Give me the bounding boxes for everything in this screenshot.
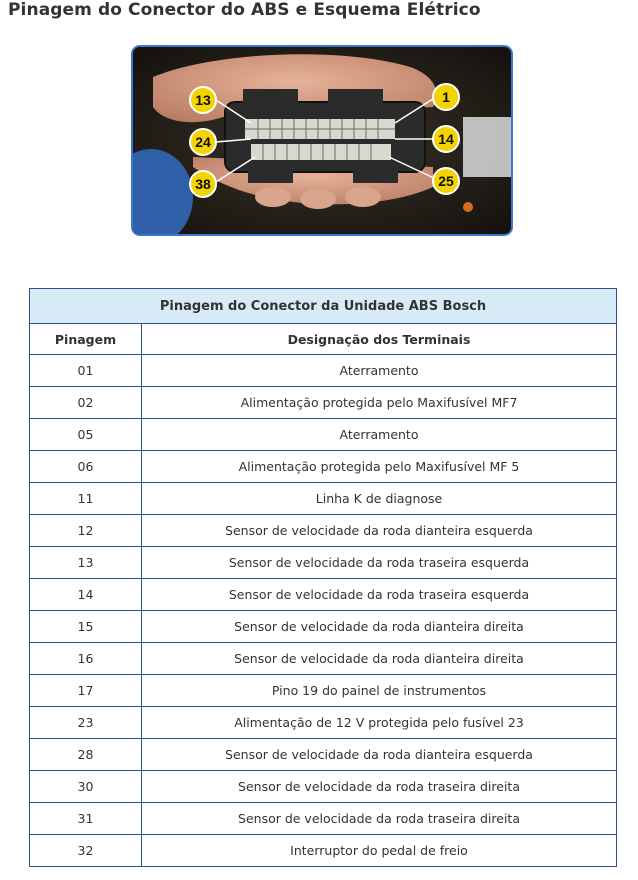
designation-cell: Alimentação protegida pelo Maxifusível MF 5 [142,451,617,483]
designation-cell: Interruptor do pedal de freio [142,835,617,867]
designation-cell: Sensor de velocidade da roda traseira direita [142,803,617,835]
white-hose [463,117,511,177]
designation-cell: Linha K de diagnose [142,483,617,515]
designation-cell: Sensor de velocidade da roda traseira esquerda [142,547,617,579]
table-row [30,771,617,803]
pin-cell: 15 [30,611,142,643]
table-row [30,643,617,675]
pin-cell: 11 [30,483,142,515]
designation-cell: Sensor de velocidade da roda dianteira esquerda [142,739,617,771]
designation-cell: Sensor de velocidade da roda traseira esquerda [142,579,617,611]
column-header-designation: Designação dos Terminais [142,324,617,355]
table-row [30,387,617,419]
pinout-table [29,288,617,867]
callout-13 [190,87,216,113]
designation-cell: Aterramento [142,355,617,387]
designation-cell: Pino 19 do painel de instrumentos [142,675,617,707]
table-row [30,579,617,611]
designation-cell: Aterramento [142,419,617,451]
page-title: Pinagem do Conector do ABS e Esquema Elétrico [8,0,481,20]
callout-38 [190,171,216,197]
table-row [30,483,617,515]
table-row [30,835,617,867]
designation-cell: Sensor de velocidade da roda dianteira esquerda [142,515,617,547]
table-row [30,451,617,483]
callout-25 [433,168,459,194]
table-row [30,803,617,835]
table-row [30,515,617,547]
column-header-pin: Pinagem [30,324,142,355]
pin-cell: 17 [30,675,142,707]
table-row [30,675,617,707]
pin-cell: 01 [30,355,142,387]
table-row [30,419,617,451]
svg-text:13: 13 [195,92,211,108]
callout-14 [433,126,459,152]
designation-cell: Alimentação protegida pelo Maxifusível MF7 [142,387,617,419]
pin-cell: 16 [30,643,142,675]
pin-cell: 05 [30,419,142,451]
svg-text:24: 24 [195,134,211,150]
pin-cell: 13 [30,547,142,579]
callout-1 [433,84,459,110]
designation-cell: Sensor de velocidade da roda dianteira direita [142,643,617,675]
svg-text:25: 25 [438,173,454,189]
table-row [30,547,617,579]
table-row [30,707,617,739]
pin-cell: 31 [30,803,142,835]
pin-cell: 32 [30,835,142,867]
pin-cell: 28 [30,739,142,771]
table-row [30,611,617,643]
pin-cell: 30 [30,771,142,803]
svg-text:1: 1 [442,89,450,105]
table-row [30,739,617,771]
pin-bank-bottom [251,144,391,160]
svg-text:38: 38 [195,176,211,192]
connector-photo [131,45,513,236]
pin-cell: 02 [30,387,142,419]
connector-photo-graphic [133,47,511,234]
pinout-table-wrapper [29,288,617,867]
callout-24 [190,129,216,155]
svg-text:14: 14 [438,131,454,147]
table-row [30,355,617,387]
pin-cell: 14 [30,579,142,611]
designation-cell: Sensor de velocidade da roda dianteira direita [142,611,617,643]
designation-cell: Sensor de velocidade da roda traseira direita [142,771,617,803]
pin-cell: 06 [30,451,142,483]
pin-cell: 23 [30,707,142,739]
designation-cell: Alimentação de 12 V protegida pelo fusível 23 [142,707,617,739]
pin-cell: 12 [30,515,142,547]
table-caption: Pinagem do Conector da Unidade ABS Bosch [30,289,617,324]
